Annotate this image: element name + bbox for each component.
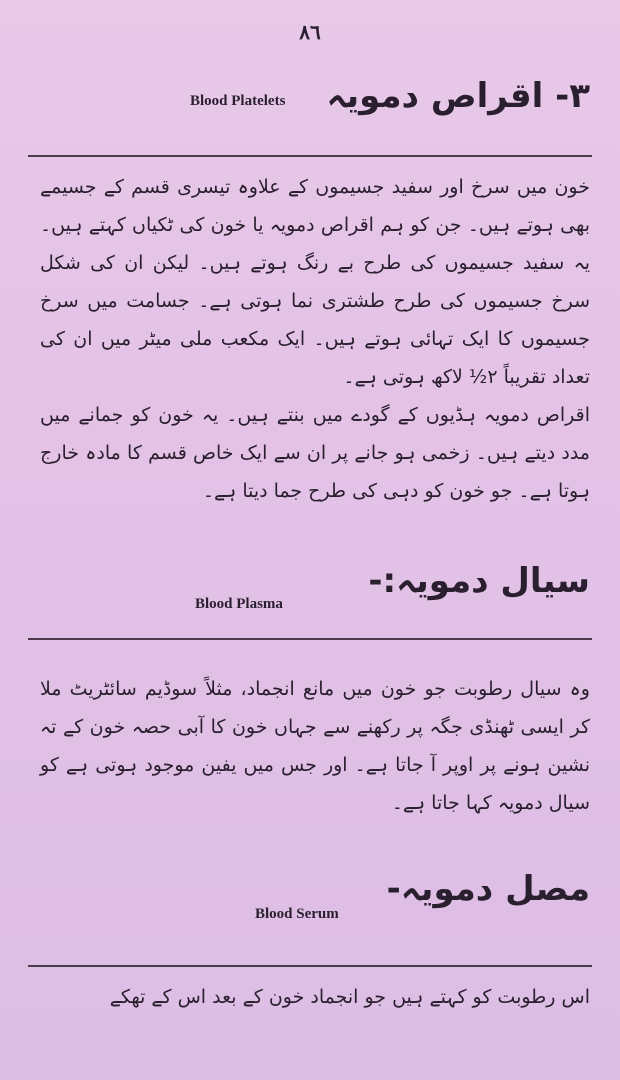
section-heading-plasma — [30, 560, 590, 620]
heading-urdu: سیال دمویہ:- — [368, 561, 590, 601]
section-heading-serum — [30, 868, 590, 928]
heading-english: Blood Plasma — [195, 596, 283, 612]
section-heading-platelets — [30, 75, 590, 135]
divider-rule — [28, 155, 592, 157]
paragraph: خون میں سرخ اور سفید جسیموں کے علاوہ تیسری قسم کے جسیمے بھی ہوتے ہیں۔ جن کو ہم اقراص دمویہ یا خون کی ٹکیاں کہتے ہیں۔ یہ سفید جسیموں کی طرح بے رنگ ہوتے ہیں۔ لیکن ان کی شکل سرخ جسیموں کی طرح طشتری نما ہوتی ہے۔ جسامت میں سرخ جسیموں کا ایک تہائی ہوتے ہیں۔ ایک مکعب ملی میٹر میں ان کی تعداد تقریباً ۲½ لاکھ ہوتی ہے۔ — [40, 176, 590, 388]
heading-urdu: ۳- اقراص دمویہ — [326, 76, 590, 116]
page-number: ٨٦ — [299, 20, 321, 44]
divider-rule — [28, 638, 592, 640]
paragraph: اقراص دمویہ ہڈیوں کے گودے میں بنتے ہیں۔ یہ خون کو جمانے میں مدد دیتے ہیں۔ زخمی ہو جانے پر ان سے ایک خاص قسم کا مادہ خارج ہوتا ہے۔ جو خون کو دہی کی طرح جما دیتا ہے۔ — [40, 404, 590, 502]
heading-english: Blood Serum — [255, 906, 339, 922]
paragraph: وہ سیال رطوبت جو خون میں مانع انجماد، مثلاً سوڈیم سائٹریٹ ملا کر ایسی ٹھنڈی جگہ پر رکھنے سے جہاں خون کا آبی حصہ خون کے تہ نشین ہونے پر اوپر آ جاتا ہے۔ اور جس میں یفین موجود ہوتی ہے کو سیال دمویہ کہا جاتا ہے۔ — [40, 678, 590, 814]
heading-english: Blood Platelets — [190, 93, 286, 109]
divider-rule — [28, 965, 592, 967]
heading-urdu: مصل دمویہ- — [386, 869, 590, 909]
paragraph: اس رطوبت کو کہتے ہیں جو انجماد خون کے بعد اس کے تھکے — [109, 986, 590, 1008]
